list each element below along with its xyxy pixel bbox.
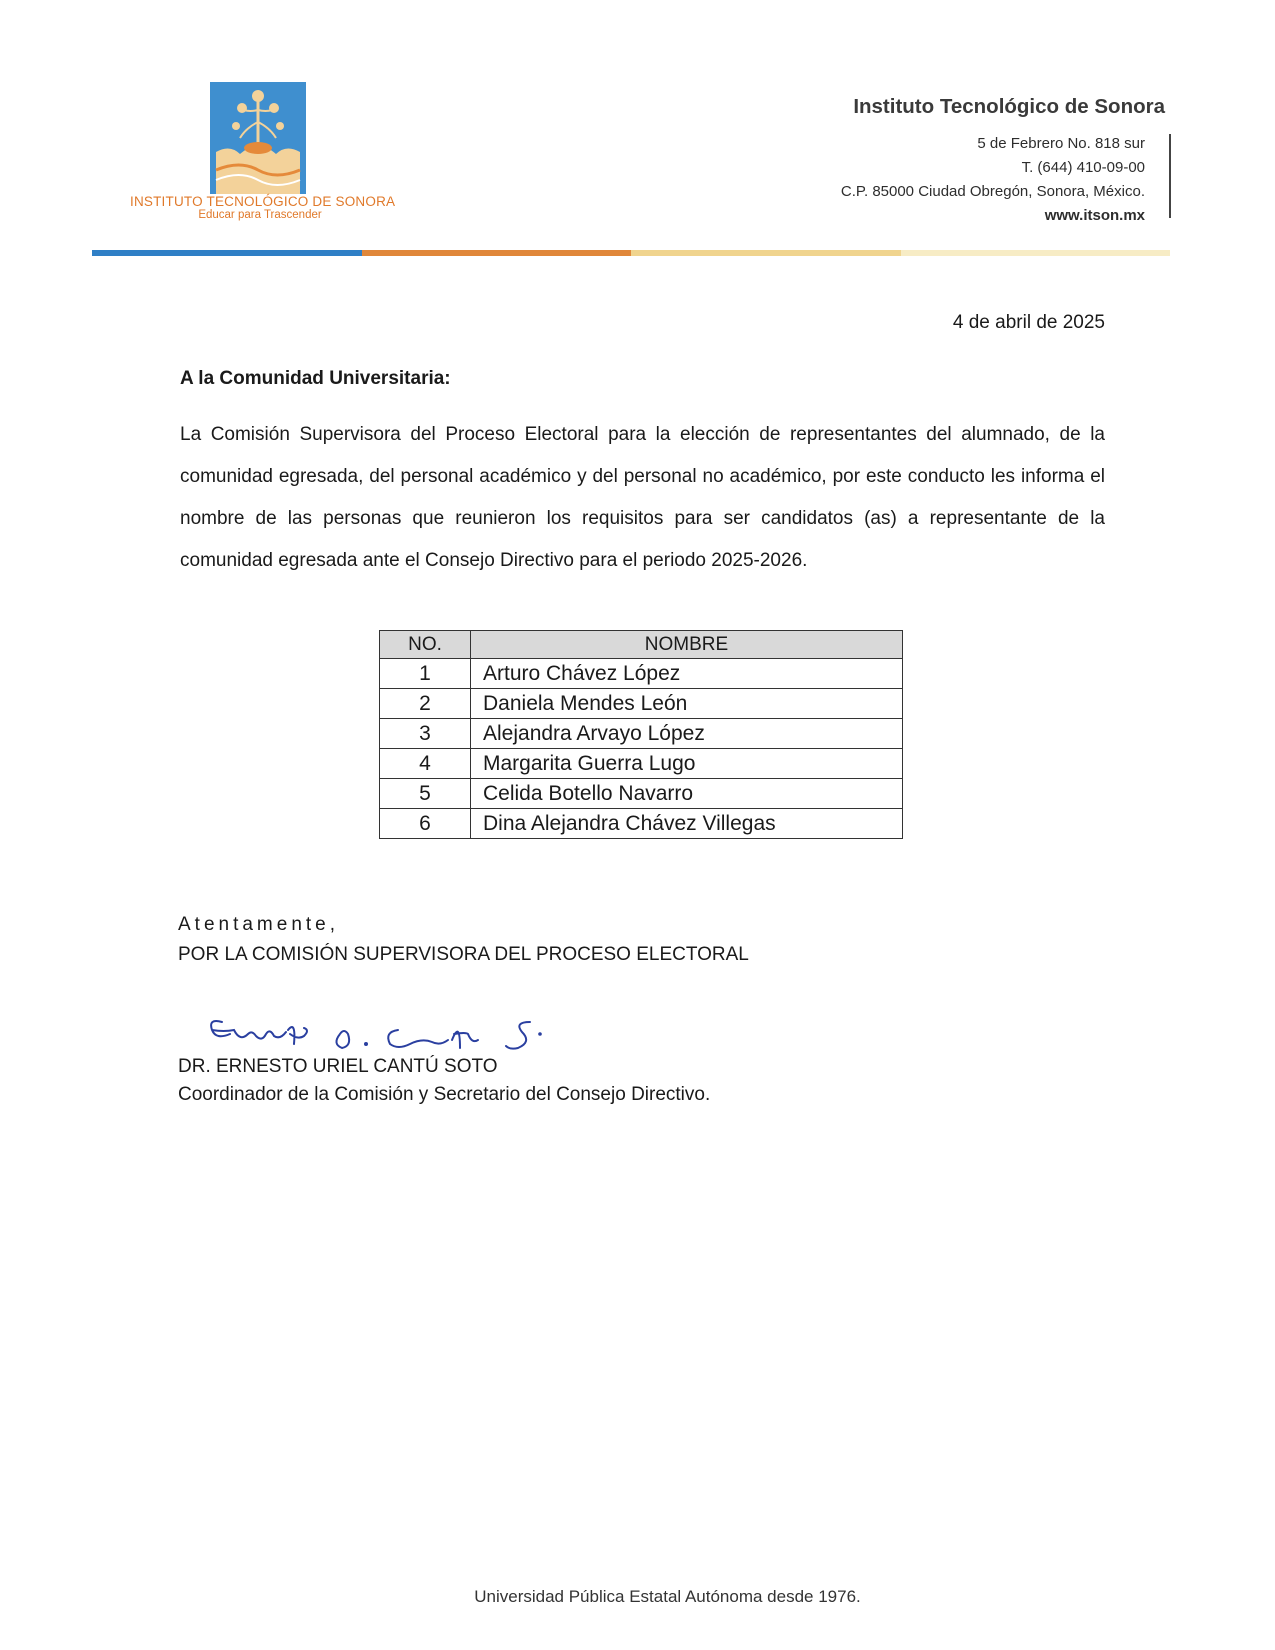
candidates-table <box>379 630 903 839</box>
row-number: 6 <box>380 809 471 839</box>
handwritten-signature <box>200 1000 600 1060</box>
header-divider <box>1169 134 1171 218</box>
letter-body: La Comisión Supervisora del Proceso Electoral para la elección de representantes del alumnado, de la comunidad egresada, del personal académico y del personal no académico, por este conducto les informa el nombre de las personas que reunieron los requisitos para ser candidatos (as) a representante de la comunidad egresada ante el Consejo Directivo para el periodo 2025-2026. <box>180 424 1105 571</box>
signer-name: DR. ERNESTO URIEL CANTÚ SOTO <box>178 1056 498 1077</box>
table-row <box>380 689 903 719</box>
phone-number: T. (644) 410-09-00 <box>1021 159 1145 176</box>
table-row <box>380 809 903 839</box>
logo-motto: Educar para Trascender <box>198 209 322 221</box>
candidate-name: Margarita Guerra Lugo <box>471 749 903 779</box>
website-link[interactable]: www.itson.mx <box>1044 207 1145 224</box>
candidate-name: Dina Alejandra Chávez Villegas <box>471 809 903 839</box>
footer-text: Universidad Pública Estatal Autónoma desde 1976. <box>474 1587 861 1606</box>
institution-contact <box>645 95 1165 228</box>
committee-line: POR LA COMISIÓN SUPERVISORA DEL PROCESO ELECTORAL <box>178 944 749 965</box>
candidate-name: Celida Botello Navarro <box>471 779 903 809</box>
table-header-row <box>380 631 903 659</box>
row-number: 3 <box>380 719 471 749</box>
itson-emblem-icon <box>210 82 306 194</box>
table-row <box>380 779 903 809</box>
row-number: 4 <box>380 749 471 779</box>
logo-institution-name: INSTITUTO TECNOLÓGICO DE SONORA <box>130 194 396 209</box>
salutation: A la Comunidad Universitaria: <box>180 368 451 389</box>
column-header-name: NOMBRE <box>471 631 903 659</box>
table-row <box>380 749 903 779</box>
signer-role: Coordinador de la Comisión y Secretario del Consejo Directivo. <box>178 1084 711 1105</box>
candidate-name: Daniela Mendes León <box>471 689 903 719</box>
institution-name: Instituto Tecnológico de Sonora <box>853 95 1165 118</box>
table-row <box>380 659 903 689</box>
table-row <box>380 719 903 749</box>
row-number: 5 <box>380 779 471 809</box>
closing-regards: Atentamente, <box>178 914 340 935</box>
letter-date: 4 de abril de 2025 <box>952 312 1105 333</box>
row-number: 2 <box>380 689 471 719</box>
address-line-1: 5 de Febrero No. 818 sur <box>977 135 1145 152</box>
header-color-bar <box>92 250 1170 256</box>
candidate-name: Arturo Chávez López <box>471 659 903 689</box>
address-line-2: C.P. 85000 Ciudad Obregón, Sonora, México. <box>840 183 1145 200</box>
column-header-no: NO. <box>380 631 471 659</box>
candidate-name: Alejandra Arvayo López <box>471 719 903 749</box>
row-number: 1 <box>380 659 471 689</box>
